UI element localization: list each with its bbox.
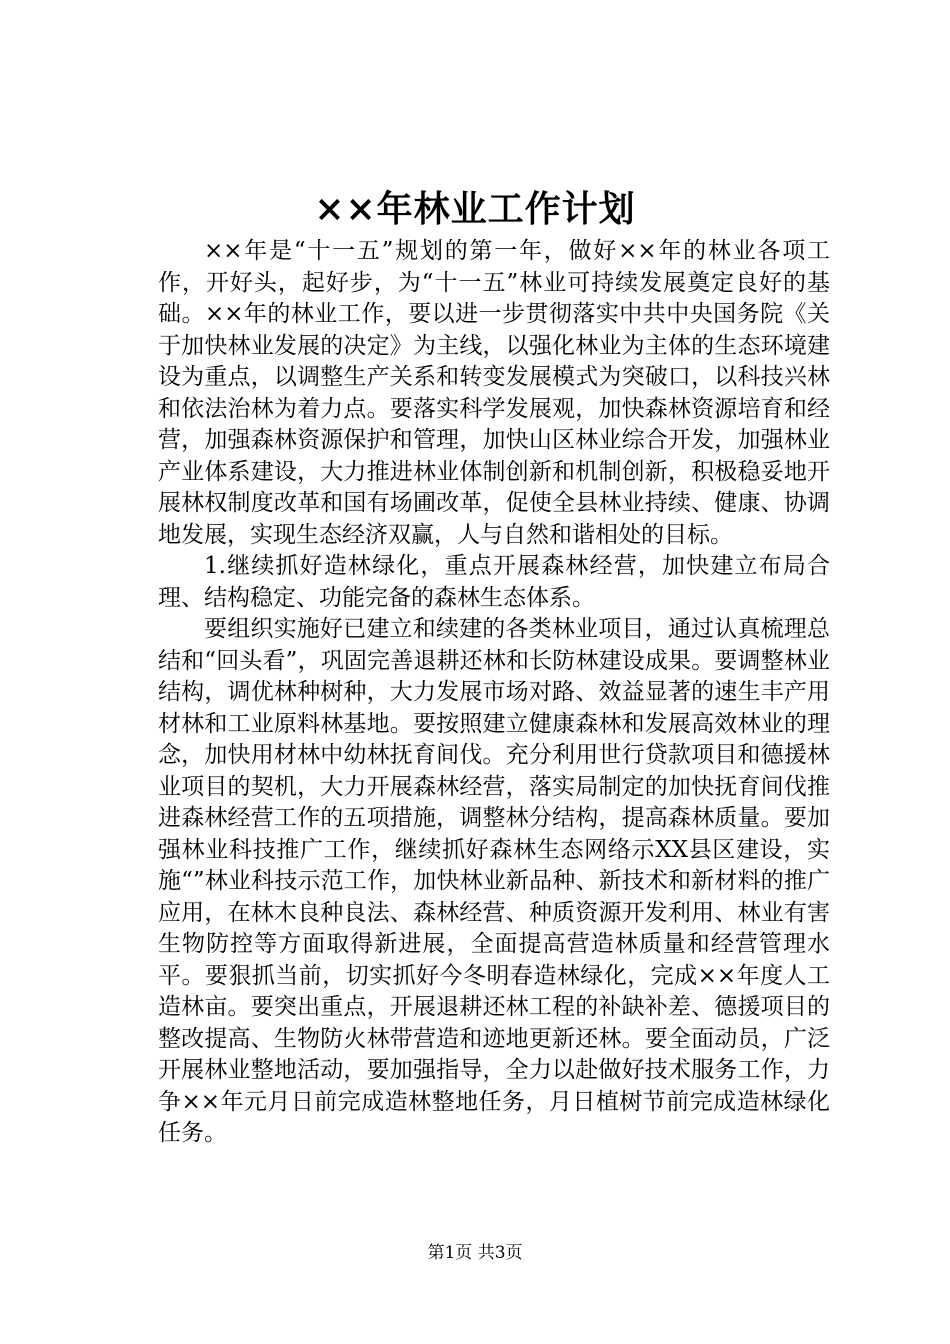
- document-body: [158, 236, 830, 1150]
- paragraph-section-1-body: 要组织实施好已建立和续建的各类林业项目，通过认真梳理总结和“回头看”，巩固完善退耕还林和长防林建设成果。要调整林业结构，调优林种树种，大力发展市场对路、效益显著的速生丰产用材林和工业原料林基地。要按照建立健康森林和发展高效林业的理念，加快用材林中幼林抚育间伐。充分利用世行贷款项目和德援林业项目的契机，大力开展森林经营，落实局制定的加快抚育间伐推进森林经营工作的五项措施，调整林分结构，提高森林质量。要加强林业科技推广工作，继续抓好森林生态网络示XX县区建设，实施“”林业科技示范工作，加快林业新品种、新技术和新材料的推广应用，在林木良种良法、森林经营、种质资源开发利用、林业有害生物防控等方面取得新进展，全面提高营造林质量和经营管理水平。要狠抓当前，切实抓好今冬明春造林绿化，完成××年度人工造林亩。要突出重点，开展退耕还林工程的补缺补差、德援项目的整改提高、生物防火林带营造和迹地更新还林。要全面动员，广泛开展林业整地活动，要加强指导，全力以赴做好技术服务工作，力争××年元月日前完成造林整地任务，月日植树节前完成造林绿化任务。: [158, 616, 830, 1146]
- document-title: ××年林业工作计划: [314, 188, 636, 230]
- paragraph-intro: ××年是“十一五”规划的第一年，做好××年的林业各项工作，开好头，起好步，为“十一五”林业可持续发展奠定良好的基础。××年的林业工作，要以进一步贯彻落实中共中央国务院《关于加快林业发展的决定》为主线，以强化林业为主体的生态环境建设为重点，以调整生产关系和转变发展模式为突破口，以科技兴林和依法治林为着力点。要落实科学发展观，加快森林资源培育和经营，加强森林资源保护和管理，加快山区林业综合开发，加强林业产业体系建设，大力推进林业体制创新和机制创新，积极稳妥地开展林权制度改革和国有场圃改革，促使全县林业持续、健康、协调地发展，实现生态经济双赢，人与自然和谐相处的目标。: [158, 238, 830, 548]
- page-number-footer: 第1页 共3页: [427, 1243, 523, 1263]
- paragraph-section-1-heading: 1.继续抓好造林绿化，重点开展森林经营，加快建立布局合理、结构稳定、功能完备的森林生态体系。: [158, 553, 830, 611]
